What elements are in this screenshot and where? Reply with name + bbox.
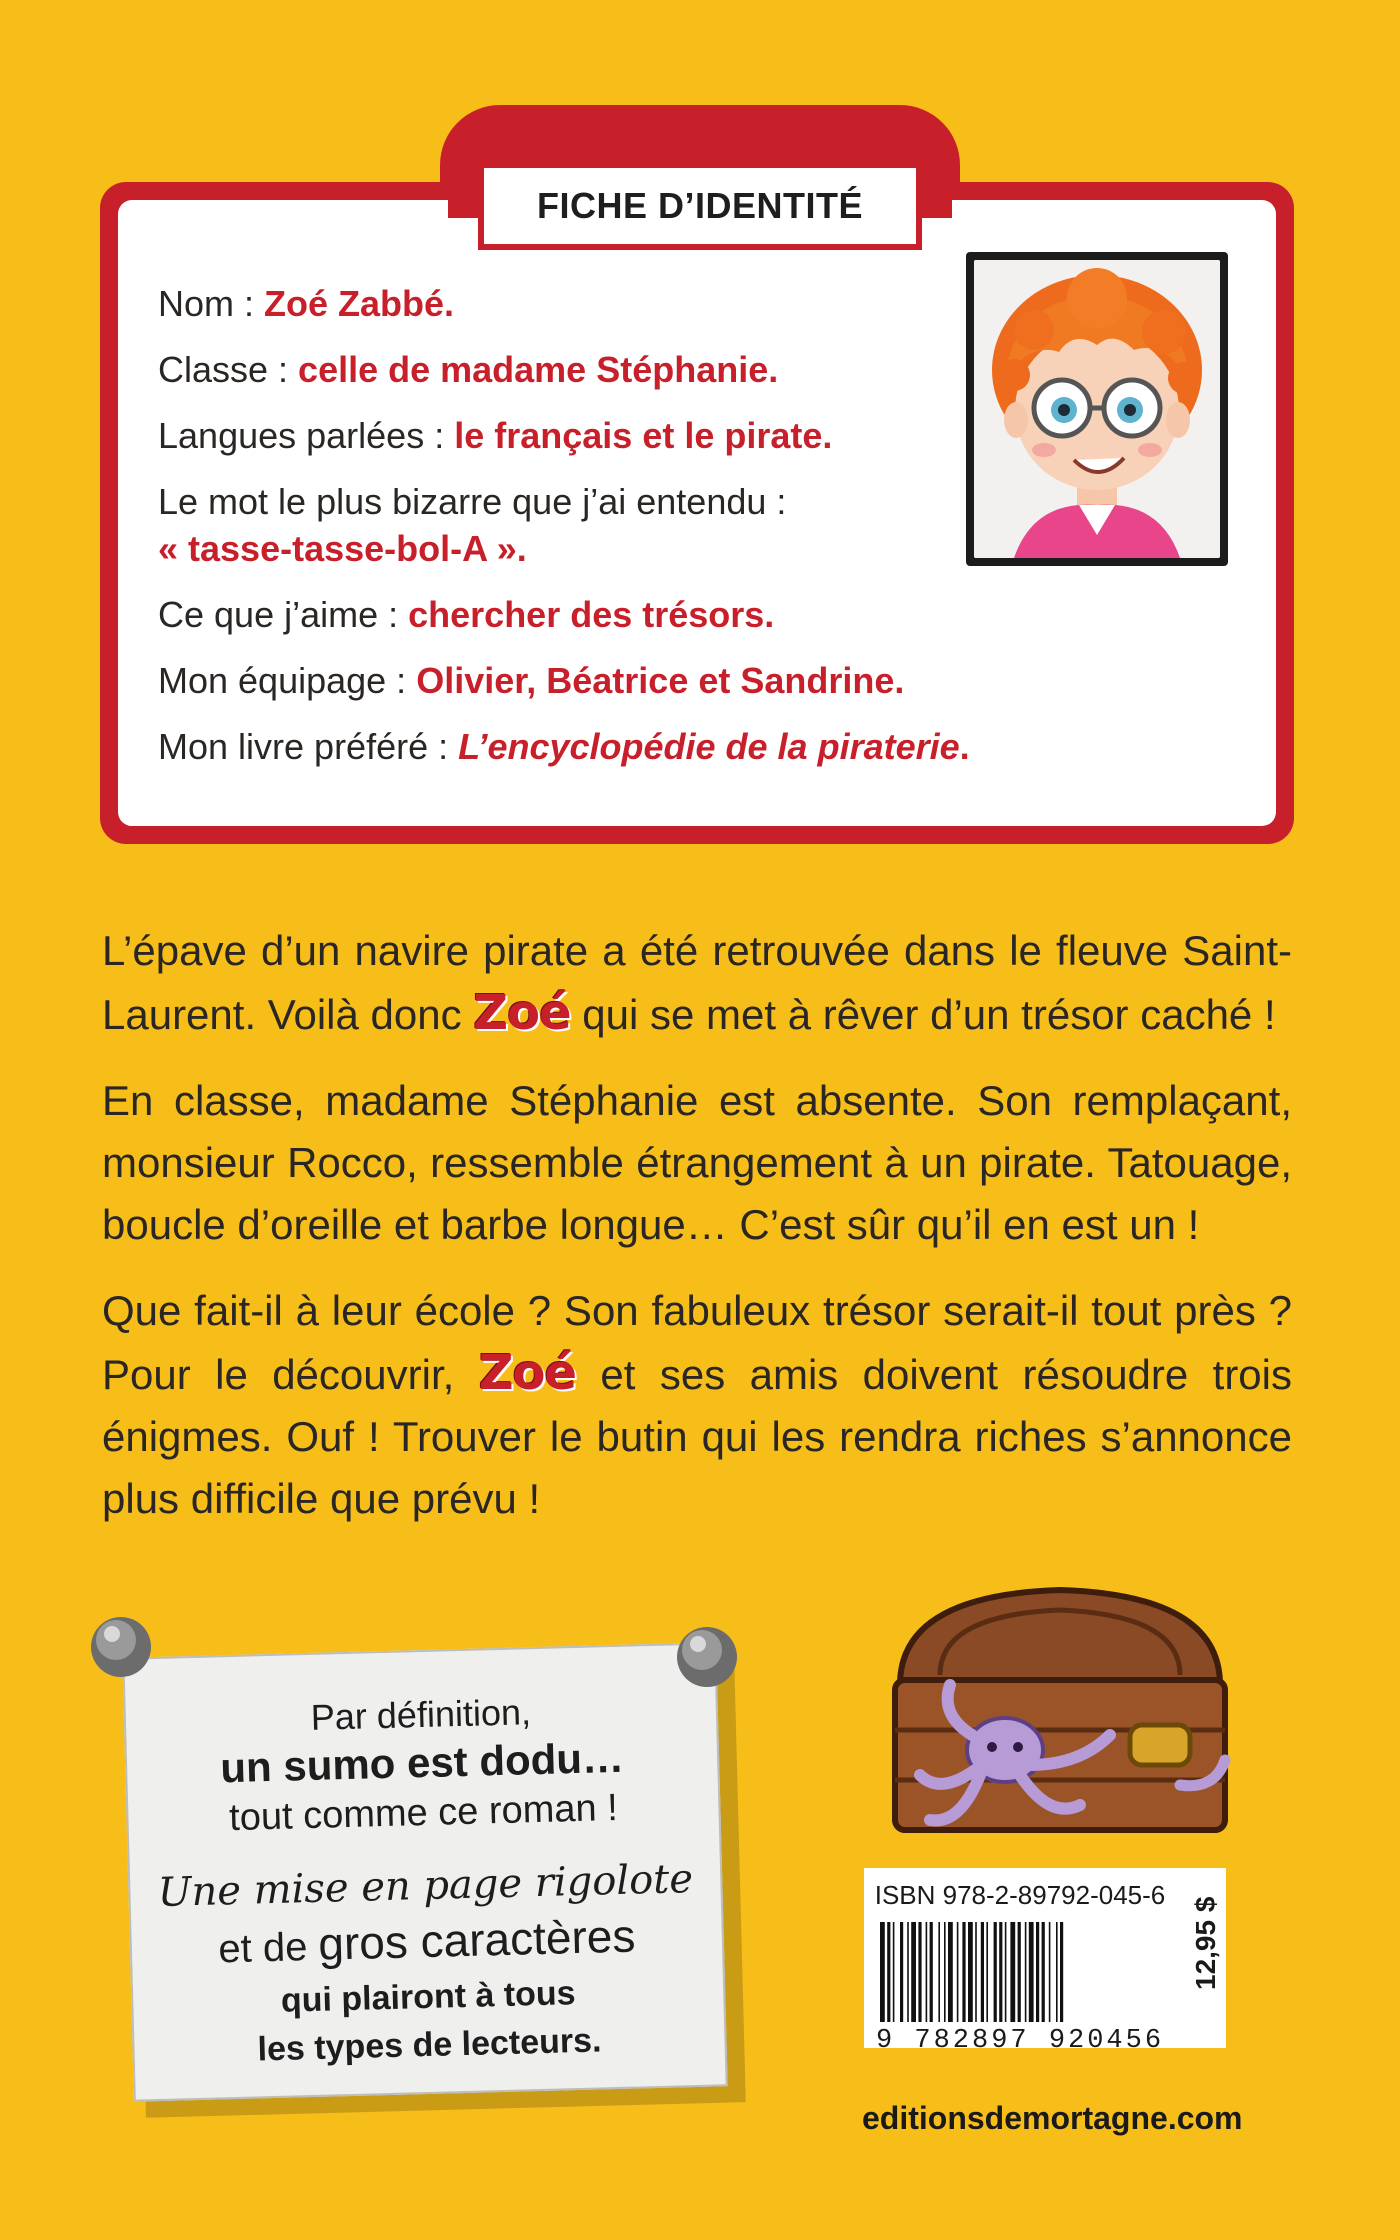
field-value: chercher des trésors. <box>408 594 775 635</box>
barcode-bar <box>926 1922 928 2022</box>
field-label: Ce que j’aime : <box>158 594 409 635</box>
field-label: Nom : <box>158 283 265 324</box>
field-label: Le mot le plus bizarre que j’ai entendu : <box>158 481 787 522</box>
sign-line-6: qui plairont à tous <box>280 1974 577 2020</box>
field-strange-word <box>158 478 978 572</box>
field-label: Classe : <box>158 349 299 390</box>
barcode-bar <box>994 1922 997 2022</box>
field-languages <box>158 412 978 459</box>
zoe-portrait <box>966 252 1228 566</box>
barcode-bar <box>1005 1922 1007 2022</box>
barcode-bar <box>900 1922 903 2022</box>
back-cover-summary <box>102 920 1292 1554</box>
summary-paragraph-2: En classe, madame Stéphanie est absente. Son remplaçant, monsieur Rocco, ressemble étrangement à un pirate. Tatouage, boucle d’oreille et barbe longue… C’est sûr qu’il en est un ! <box>102 1077 1292 1248</box>
field-label: Mon livre préféré : <box>158 726 459 767</box>
field-crew <box>158 657 978 704</box>
barcode-bar <box>944 1922 946 2022</box>
field-label: Mon équipage : <box>158 660 417 701</box>
field-likes <box>158 591 978 638</box>
barcode-bar <box>887 1922 890 2022</box>
summary-paragraph-3 <box>102 1280 1292 1530</box>
field-class <box>158 346 978 393</box>
publisher-website: editionsdemortagne.com <box>862 2100 1243 2136</box>
barcode-bar <box>893 1922 895 2022</box>
sign-line-7: les types de lecteurs. <box>257 2021 602 2069</box>
field-value: le français et le pirate. <box>454 415 833 456</box>
zoe-logo-text: Zoé <box>478 1345 577 1401</box>
barcode-bar <box>1029 1922 1034 2022</box>
barcode-bar <box>1036 1922 1039 2022</box>
summary-paragraph-1 <box>102 920 1292 1046</box>
barcode-icon <box>880 1922 1180 2022</box>
barcode-bar <box>981 1922 984 2022</box>
barcode-bar <box>911 1922 916 2022</box>
barcode-bar <box>948 1922 953 2022</box>
barcode-bar <box>986 1922 988 2022</box>
sign-text-large: gros caractères <box>317 1909 636 1970</box>
sign-line-1: Par définition, <box>310 1691 532 1738</box>
barcode-bar <box>1025 1922 1027 2022</box>
barcode-bar <box>930 1922 933 2022</box>
pin-icon <box>672 1622 742 1692</box>
zoe-logo-text: Zoé <box>473 985 571 1041</box>
sign-line-4: Une mise en page rigolote <box>157 1855 694 1916</box>
barcode-bar <box>1010 1922 1015 2022</box>
card-title: FICHE D’IDENTITÉ <box>478 162 922 250</box>
field-value: Zoé Zabbé. <box>264 283 455 324</box>
barcode-bar <box>975 1922 977 2022</box>
field-label: Langues parlées : <box>158 415 455 456</box>
field-value: celle de madame Stéphanie. <box>298 349 779 390</box>
field-value: L’encyclopédie de la piraterie <box>458 726 960 767</box>
barcode-digits: 9 782897 920456 <box>876 2026 1165 2056</box>
field-value: « tasse-tasse-bol-A ». <box>158 528 527 569</box>
summary-text: L’épave d’un navire pirate a été retrouvée dans le fleuve Saint-Laurent. Voilà donc <box>102 927 1292 1038</box>
barcode-bar <box>1042 1922 1045 2022</box>
barcode-bar <box>957 1922 959 2022</box>
barcode-bar <box>999 1922 1002 2022</box>
sumo-sign <box>122 1642 727 2101</box>
summary-text: Que fait-il à leur école ? Son fabuleux trésor serait-il tout près ? Pour le découvrir, <box>102 1287 1292 1398</box>
field-favorite-book <box>158 723 978 770</box>
girl-illustration <box>974 260 1220 558</box>
sign-line-3: tout comme ce roman ! <box>228 1786 619 1840</box>
pin-icon <box>86 1612 156 1682</box>
barcode-bar <box>1018 1922 1021 2022</box>
barcode-bar <box>907 1922 909 2022</box>
sign-line-2: un sumo est dodu… <box>219 1733 625 1792</box>
barcode-bar <box>1049 1922 1051 2022</box>
barcode-bar <box>918 1922 921 2022</box>
sign-text: et de <box>217 1924 320 1972</box>
identity-fields <box>158 280 978 789</box>
field-name <box>158 280 978 327</box>
price-label: 12,95 $ <box>1190 1896 1221 1990</box>
portrait-image <box>974 260 1220 558</box>
summary-text: qui se met à rêver d’un trésor caché ! <box>570 991 1276 1038</box>
barcode-bar <box>880 1922 885 2022</box>
barcode-bar <box>968 1922 973 2022</box>
barcode-bar <box>1056 1922 1058 2022</box>
barcode-bar <box>1060 1922 1063 2022</box>
isbn-label: ISBN 978-2-89792-045-6 <box>874 1880 1166 1910</box>
summary-text: et ses amis doivent résoudre trois énigmes. Ouf ! Trouver le butin qui les rendra riches s’annonce plus difficile que prévu ! <box>102 1351 1292 1522</box>
barcode-bar <box>962 1922 965 2022</box>
field-suffix: . <box>959 726 970 767</box>
barcode-bar <box>938 1922 940 2022</box>
field-value: Olivier, Béatrice et Sandrine. <box>416 660 905 701</box>
treasure-chest-icon <box>880 1575 1240 1840</box>
